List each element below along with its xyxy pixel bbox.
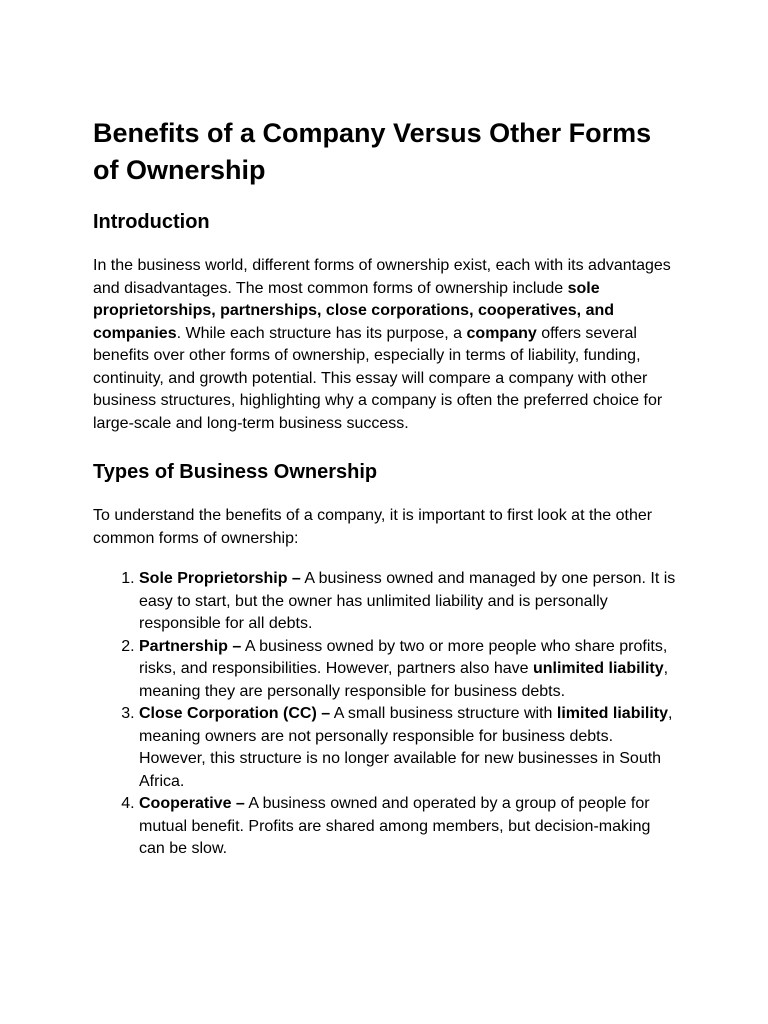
list-item-bold: limited liability [556,705,669,722]
list-item-close-corporation [139,703,678,793]
types-heading: Types of Business Ownership [93,461,378,483]
list-item-text: A small business structure with [330,705,557,722]
list-item-text: , meaning they are personally responsible for business debts. [139,660,669,700]
list-item-term: Partnership – [139,637,242,655]
list-item-sole-proprietorship [139,568,678,636]
list-item-bold: unlimited liability [532,660,664,677]
ownership-types-list [93,568,678,861]
list-item-term: Sole Proprietorship – [139,570,301,587]
intro-text-2: . While each structure has its purpose, a [176,324,467,342]
list-item-text: A business owned and operated by a group of people for mutual benefit. Profits are shared among members, but decision-making can be slow. [139,795,651,857]
list-item-cooperative [139,793,678,861]
introduction-paragraph [93,255,678,435]
intro-bold-company: company [466,324,537,342]
document-title: Benefits of a Company Versus Other Forms of Ownership [93,118,652,185]
list-item-text: , meaning owners are not personally responsible for business debts. However, this structure is no longer available for new businesses in South Africa. [139,705,673,790]
intro-text-1: In the business world, different forms of ownership exist, each with its advantages and disadvantages. The most common forms of ownership include [93,257,671,297]
list-item-text: A business owned by two or more people who share profits, risks, and responsibilities. However, partners also have [139,637,668,677]
types-paragraph: To understand the benefits of a company, it is important to first look at the other common forms of ownership: [93,507,653,547]
list-item-partnership [139,636,678,704]
list-item-text: A business owned and managed by one person. It is easy to start, but the owner has unlimited liability and is personally responsible for all debts. [139,570,676,632]
intro-text-3: offers several benefits over other forms of ownership, especially in terms of liability, funding, continuity, and growth potential. This essay will compare a company with other business structures, highlighting why a company is often the preferred choice for large-scale and long-term business success. [93,324,663,432]
list-item-term: Cooperative – [139,795,245,812]
intro-bold-forms: sole proprietorships, partnerships, close corporations, cooperatives, and companies [93,279,615,342]
introduction-heading: Introduction [93,211,210,233]
list-item-term: Close Corporation (CC) – [139,705,331,722]
